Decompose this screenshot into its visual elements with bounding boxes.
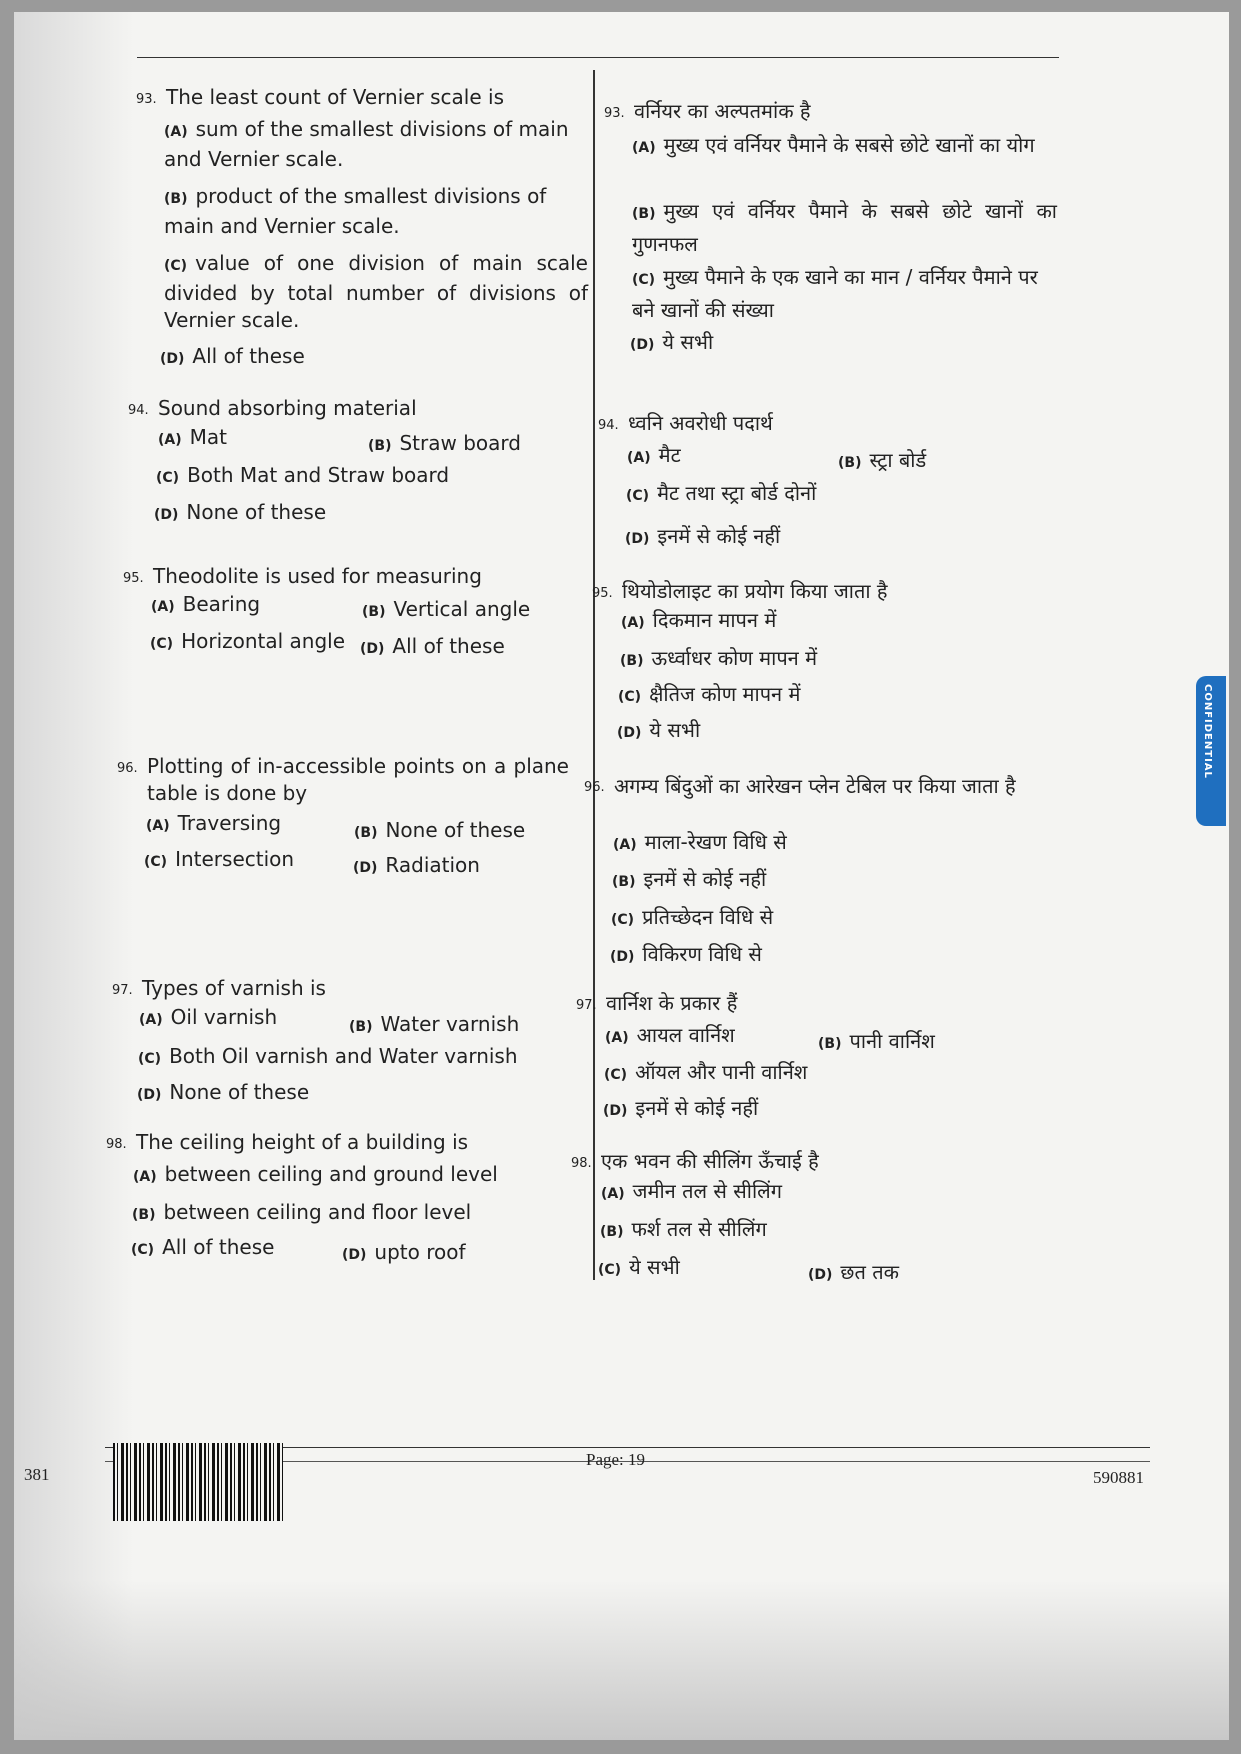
option-c <box>138 1044 518 1068</box>
option-label: (A) <box>632 140 656 156</box>
option-text: product of the smallest divisions of main and Vernier scale. <box>164 184 547 238</box>
option-a <box>151 592 260 616</box>
option-text: मैट तथा स्ट्रा बोर्ड दोनों <box>657 481 817 505</box>
option-label: (D) <box>630 337 655 353</box>
question-number: 94. <box>128 403 149 418</box>
option-text: Oil varnish <box>170 1005 278 1029</box>
option-c <box>626 479 816 506</box>
option-d <box>360 634 505 658</box>
option-text: Horizontal angle <box>181 629 346 653</box>
option-d <box>160 344 305 368</box>
option-label: (D) <box>160 351 185 367</box>
question-stem: Theodolite is used for measuring <box>153 564 482 588</box>
question-number: 96. <box>117 761 138 776</box>
confidential-label: CONFIDENTIAL <box>1202 684 1213 779</box>
option-c <box>604 1058 807 1085</box>
option-b <box>612 865 766 892</box>
option-c <box>598 1253 680 1280</box>
option-label: (D) <box>137 1087 162 1103</box>
option-text: upto roof <box>374 1240 466 1264</box>
option-text: मुख्य एवं वर्नियर पैमाने के सबसे छोटे खानों का गुणनफल <box>632 199 1057 256</box>
option-label: (B) <box>349 1019 373 1035</box>
option-d <box>808 1258 899 1285</box>
option-d <box>617 716 700 743</box>
option-text: क्षैतिज कोण मापन में <box>649 682 801 706</box>
option-text: माला-रेखण विधि से <box>644 830 787 854</box>
question-stem: Types of varnish is <box>142 976 326 1000</box>
question-97-en <box>112 975 562 1002</box>
option-label: (C) <box>164 258 188 274</box>
question-number: 93. <box>604 106 625 121</box>
option-label: (C) <box>618 689 642 705</box>
question-number: 95. <box>592 586 613 601</box>
option-label: (D) <box>617 725 642 741</box>
question-95-en <box>123 563 573 590</box>
option-text: इनमें से कोई नहीं <box>657 524 781 548</box>
option-d <box>630 328 713 355</box>
option-c <box>144 847 294 871</box>
option-text: ऑयल और पानी वार्निश <box>635 1060 808 1084</box>
option-label: (A) <box>151 599 175 615</box>
option-c <box>632 262 1057 325</box>
option-a <box>605 1021 735 1048</box>
option-a <box>139 1005 277 1029</box>
question-97-hi <box>576 990 1026 1017</box>
confidential-tab <box>1196 676 1226 826</box>
option-b <box>632 196 1057 259</box>
option-label: (C) <box>626 488 650 504</box>
option-label: (B) <box>354 825 378 841</box>
option-label: (A) <box>164 124 188 140</box>
option-label: (C) <box>138 1051 162 1067</box>
question-94-hi <box>598 410 1048 437</box>
option-a <box>621 606 776 633</box>
option-text: None of these <box>385 818 526 842</box>
option-text: Both Mat and Straw board <box>187 463 450 487</box>
question-96-hi <box>584 771 1046 801</box>
option-a <box>632 130 1057 163</box>
option-text: मुख्य एवं वर्नियर पैमाने के सबसे छोटे खानों का योग <box>663 133 1035 157</box>
option-label: (B) <box>600 1224 624 1240</box>
option-a <box>146 811 281 835</box>
option-text: छत तक <box>840 1260 899 1284</box>
option-label: (A) <box>139 1012 163 1028</box>
option-label: (D) <box>625 531 650 547</box>
top-rule <box>137 57 1059 58</box>
question-number: 98. <box>106 1137 127 1152</box>
option-d <box>154 500 326 524</box>
option-label: (D) <box>603 1103 628 1119</box>
question-94-en <box>128 395 578 422</box>
option-text: value of one division of main scale divided by total number of divisions of Vernier scale. <box>164 251 588 332</box>
question-number: 97. <box>576 998 597 1013</box>
option-label: (C) <box>604 1067 628 1083</box>
option-d <box>137 1080 309 1104</box>
question-stem: ध्वनि अवरोधी पदार्थ <box>628 411 773 435</box>
option-label: (A) <box>146 818 170 834</box>
question-stem: एक भवन की सीलिंग ऊँचाई है <box>601 1149 819 1173</box>
option-label: (A) <box>158 432 182 448</box>
question-number: 94. <box>598 418 619 433</box>
option-text: All of these <box>392 634 505 658</box>
option-text: इनमें से कोई नहीं <box>643 867 767 891</box>
question-number: 98. <box>571 1156 592 1171</box>
option-label: (C) <box>611 912 635 928</box>
option-label: (C) <box>131 1242 155 1258</box>
option-c <box>611 903 773 930</box>
question-stem: वार्निश के प्रकार हैं <box>606 991 738 1015</box>
option-label: (C) <box>150 636 174 652</box>
question-number: 96. <box>584 780 605 795</box>
option-text: ये सभी <box>629 1255 680 1279</box>
option-label: (D) <box>154 507 179 523</box>
option-d <box>353 853 480 877</box>
option-text: प्रतिच्छेदन विधि से <box>642 905 774 929</box>
option-label: (B) <box>620 653 644 669</box>
question-93-hi <box>604 98 1054 125</box>
page-number: Page: 19 <box>586 1450 646 1469</box>
question-stem: The ceiling height of a building is <box>136 1130 469 1154</box>
question-stem: The least count of Vernier scale is <box>166 85 504 109</box>
option-text: जमीन तल से सीलिंग <box>632 1179 782 1203</box>
option-label: (B) <box>612 874 636 890</box>
option-text: पानी वार्निश <box>849 1029 935 1053</box>
option-label: (A) <box>605 1030 629 1046</box>
option-label: (C) <box>632 272 656 288</box>
option-text: Straw board <box>399 431 521 455</box>
option-d <box>342 1240 466 1264</box>
option-text: All of these <box>162 1235 275 1259</box>
question-96-en <box>117 753 569 807</box>
option-text: दिकमान मापन में <box>652 608 777 632</box>
option-text: फर्श तल से सीलिंग <box>631 1217 767 1241</box>
option-text: Radiation <box>385 853 480 877</box>
option-text: between ceiling and floor level <box>163 1200 472 1224</box>
option-text: Both Oil varnish and Water varnish <box>169 1044 518 1068</box>
option-label: (A) <box>613 837 637 853</box>
option-b <box>620 644 817 671</box>
question-stem: Sound absorbing material <box>158 396 417 420</box>
option-d <box>625 522 780 549</box>
question-95-hi <box>592 578 1042 605</box>
option-label: (B) <box>632 206 656 222</box>
barcode <box>113 1443 283 1521</box>
option-a <box>164 116 588 173</box>
option-b <box>818 1027 935 1054</box>
option-text: sum of the smallest divisions of main and Vernier scale. <box>164 117 569 171</box>
option-a <box>133 1162 498 1186</box>
option-b <box>354 818 525 842</box>
option-label: (A) <box>627 450 651 466</box>
option-text: स्ट्रा बोर्ड <box>869 448 927 472</box>
option-b <box>600 1215 767 1242</box>
option-text: between ceiling and ground level <box>164 1162 498 1186</box>
option-label: (B) <box>368 438 392 454</box>
option-text: ये सभी <box>662 330 714 354</box>
question-number: 93. <box>136 92 157 107</box>
option-c <box>156 463 449 487</box>
option-label: (D) <box>360 641 385 657</box>
option-text: Mat <box>189 425 227 449</box>
option-text: ये सभी <box>649 718 701 742</box>
option-a <box>601 1177 782 1204</box>
option-b <box>362 597 530 621</box>
option-a <box>158 425 227 449</box>
option-text: Water varnish <box>380 1012 520 1036</box>
option-d <box>610 940 762 967</box>
question-98-en <box>106 1129 556 1156</box>
option-label: (D) <box>342 1247 367 1263</box>
option-text: Traversing <box>177 811 282 835</box>
question-93-en <box>136 84 586 111</box>
option-label: (D) <box>808 1267 833 1283</box>
option-text: Bearing <box>182 592 261 616</box>
option-b <box>349 1012 519 1036</box>
option-text: None of these <box>169 1080 310 1104</box>
option-label: (A) <box>601 1186 625 1202</box>
option-a <box>613 828 787 855</box>
option-text: All of these <box>192 344 305 368</box>
page-shadow-bottom <box>14 1580 1229 1740</box>
option-label: (A) <box>621 615 645 631</box>
option-text: इनमें से कोई नहीं <box>635 1096 759 1120</box>
option-text: ऊर्ध्वाधर कोण मापन में <box>651 646 818 670</box>
option-text: मैट <box>658 443 681 467</box>
question-stem: Plotting of in-accessible points on a plane table is done by <box>147 754 569 805</box>
option-b <box>368 431 521 455</box>
option-text: Intersection <box>175 847 295 871</box>
option-text: Vertical angle <box>393 597 531 621</box>
option-label: (C) <box>156 470 180 486</box>
question-stem: वर्नियर का अल्पतमांक है <box>634 99 811 123</box>
option-text: विकिरण विधि से <box>642 942 762 966</box>
option-c <box>150 629 345 653</box>
option-a <box>627 441 681 468</box>
paper-code: 590881 <box>1093 1468 1144 1487</box>
option-d <box>603 1094 758 1121</box>
option-b <box>838 446 926 473</box>
option-label: (A) <box>133 1169 157 1185</box>
option-label: (B) <box>838 455 862 471</box>
column-divider <box>593 70 595 1280</box>
option-label: (B) <box>132 1207 156 1223</box>
option-b <box>164 183 588 240</box>
question-stem: थियोडोलाइट का प्रयोग किया जाता है <box>622 579 888 603</box>
option-label: (C) <box>598 1262 622 1278</box>
option-label: (B) <box>362 604 386 620</box>
question-stem: अगम्य बिंदुओं का आरेखन प्लेन टेबिल पर किया जाता है <box>614 774 1016 798</box>
option-b <box>132 1200 471 1224</box>
question-number: 97. <box>112 983 133 998</box>
option-text: मुख्य पैमाने के एक खाने का मान / वर्नियर पैमाने पर बने खानों की संख्या <box>632 265 1038 322</box>
question-98-hi <box>571 1148 1021 1175</box>
option-label: (D) <box>353 860 378 876</box>
option-label: (B) <box>818 1036 842 1052</box>
option-label: (C) <box>144 854 168 870</box>
option-c <box>164 250 588 334</box>
option-label: (B) <box>164 191 188 207</box>
option-c <box>618 680 800 707</box>
paper-code-left: 381 <box>24 1465 50 1484</box>
question-number: 95. <box>123 571 144 586</box>
option-text: None of these <box>186 500 327 524</box>
option-c <box>131 1235 274 1259</box>
option-label: (D) <box>610 949 635 965</box>
option-text: आयल वार्निश <box>636 1023 735 1047</box>
